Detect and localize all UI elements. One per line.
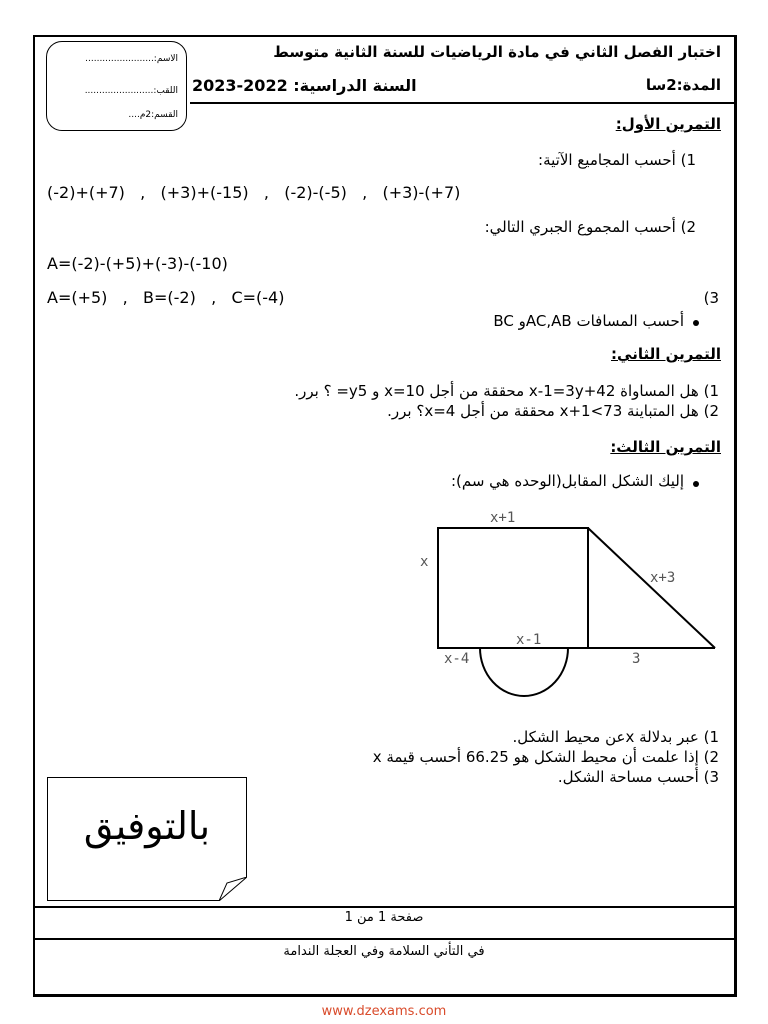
exercise2-title: التمرين الثاني: [611, 345, 721, 363]
exercise1-q3-bullet: أحسب المسافات AC,ABو BC [493, 312, 684, 330]
exam-title: اختبار الفصل الثاني في مادة الرياضيات للسنة الثانية متوسط [273, 43, 721, 61]
school-year: السنة الدراسية: 2022-2023 [192, 76, 417, 95]
exercise1-q1: 1) أحسب المجاميع الآتية: [538, 151, 696, 169]
surname-field[interactable]: اللقب:........................ [84, 86, 178, 96]
bullet-icon [693, 481, 699, 487]
label-hypotenuse: x+3 [650, 570, 676, 586]
exercise1-title: التمرين الأول: [615, 115, 721, 133]
figure-rectangle [438, 528, 588, 648]
page-number: صفحة 1 من 1 [344, 910, 424, 925]
figure-semicircle [480, 648, 568, 696]
exercise1-q3-values: A=(+5) , B=(-2) , C=(-4) [47, 288, 285, 307]
label-left: x [420, 554, 429, 570]
header-divider [190, 102, 735, 104]
bullet-icon [693, 320, 699, 326]
good-luck-text: بالتوفيق [83, 804, 211, 848]
label-inner: x-1 [516, 632, 542, 648]
name-field[interactable]: الاسم:........................ [85, 54, 178, 64]
exercise1-q1-expressions: (-2)+(+7) , (+3)+(-15) , (-2)-(-5) , (+3)-(+7) [47, 183, 461, 202]
exercise3-intro: إليك الشكل المقابل(الوحده هي سم): [450, 472, 684, 490]
footer-divider-bottom [35, 938, 735, 940]
exercise1-q2: 2) أحسب المجموع الجبري التالي: [484, 218, 696, 236]
figure-triangle-hypotenuse [588, 528, 715, 648]
exercise3-q1: 1) عبر بدلالة xعن محيط الشكل. [512, 728, 719, 746]
exercise1-q3-number: (3 [703, 289, 719, 307]
class-field[interactable]: القسم:2م.... [128, 110, 178, 120]
footer-divider-top [35, 906, 735, 908]
exercise2-q1: 1) هل المساواة x-1=3y+42 محققة من أجل x=10 و y5= ؟ برر. [294, 382, 719, 400]
exercise3-q3: 3) أحسب مساحة الشكل. [557, 768, 719, 786]
exam-duration: المدة:2سا [645, 76, 721, 94]
footer-proverb: في التأني السلامة وفي العجلة الندامة [283, 944, 485, 959]
geometry-figure [410, 502, 730, 742]
good-luck-note [47, 777, 247, 901]
exercise2-q2: 2) هل المتباينة x+1<73 محققة من أجل x=4؟ برر. [387, 402, 719, 420]
label-bottom-left: x-4 [444, 651, 470, 667]
label-top: x+1 [490, 510, 516, 526]
exercise1-q2-expression: A=(-2)-(+5)+(-3)-(-10) [47, 254, 228, 273]
label-bottom-right: 3 [632, 651, 641, 667]
folded-corner-icon [219, 877, 247, 901]
student-info-box [46, 41, 187, 131]
exercise3-q2: 2) إذا علمت أن محيط الشكل هو 66.25 أحسب قيمة x [372, 748, 719, 766]
website-link[interactable]: www.dzexams.com [321, 1004, 447, 1019]
exercise3-title: التمرين الثالث: [610, 438, 721, 456]
